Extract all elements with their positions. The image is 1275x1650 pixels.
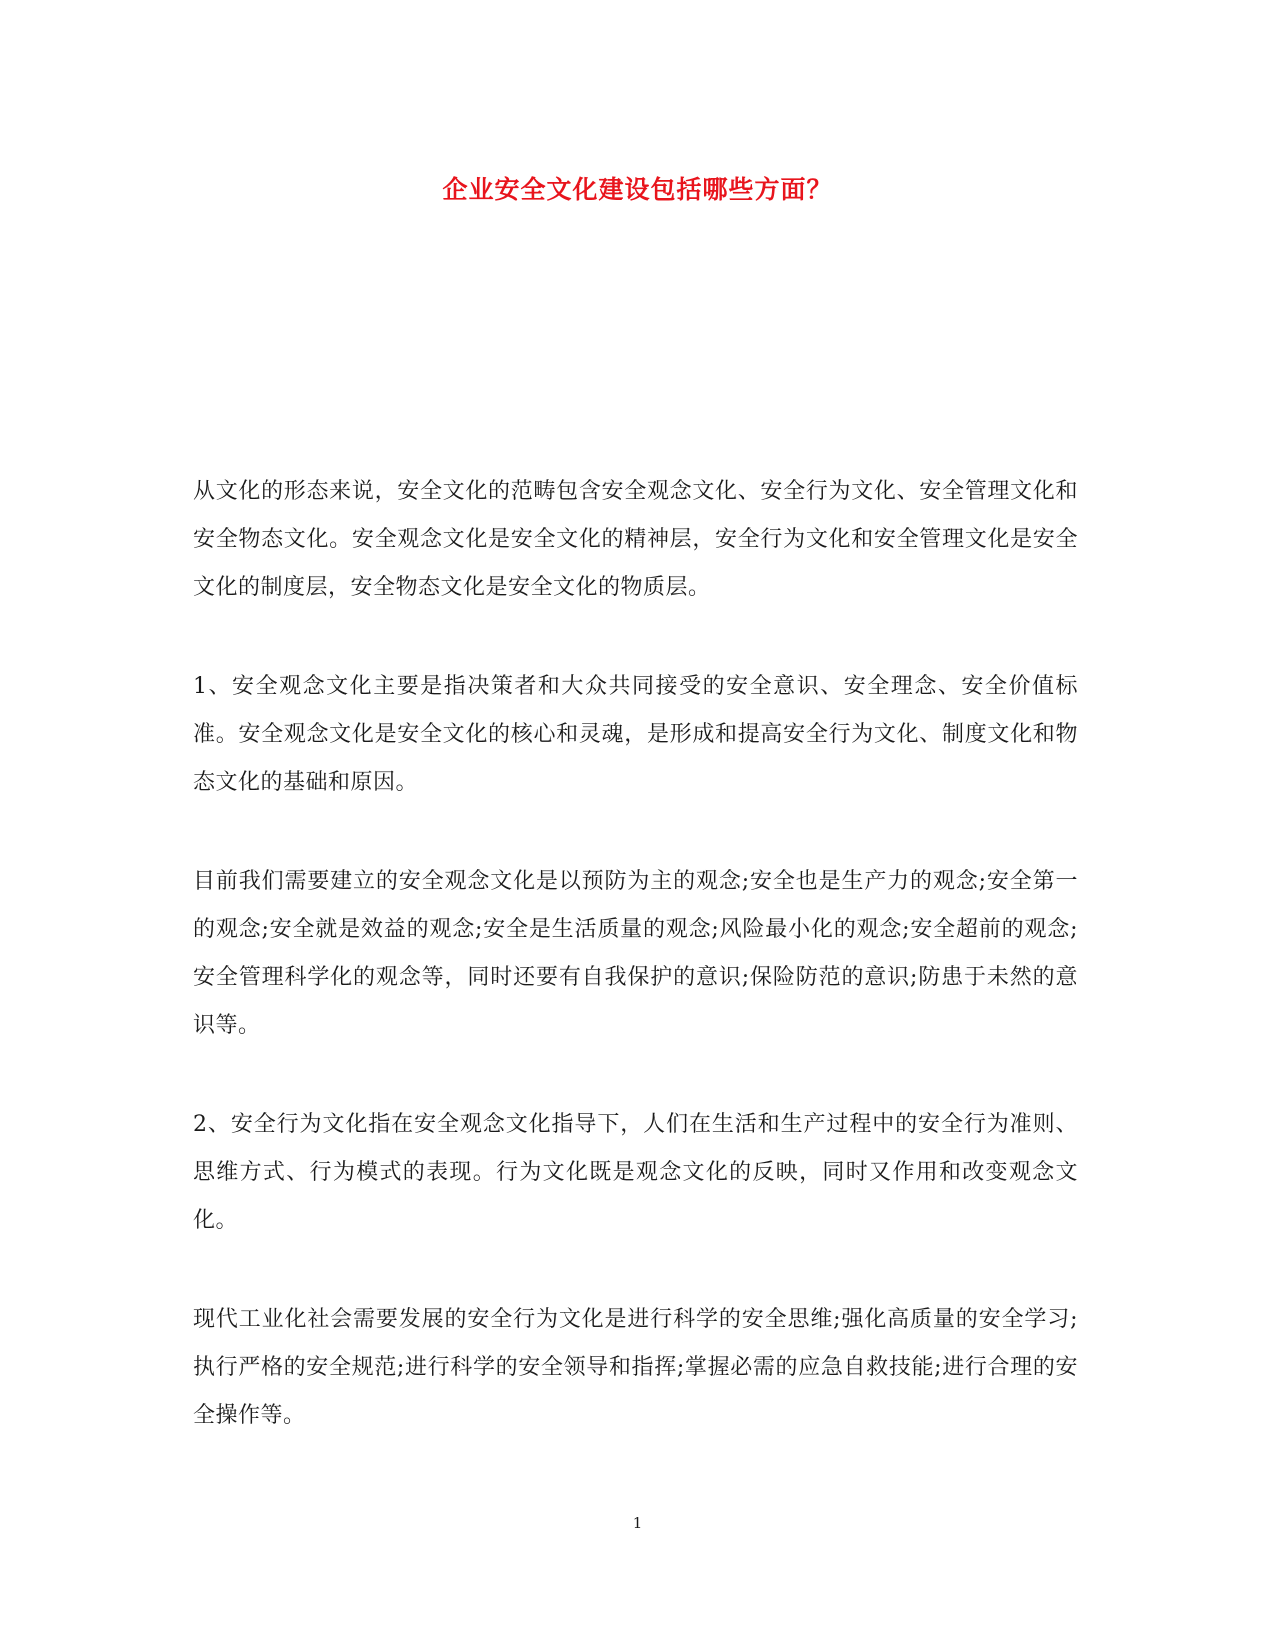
paragraph-intro: 从文化的形态来说，安全文化的范畴包含安全观念文化、安全行为文化、安全管理文化和安全物态文化。安全观念文化是安全文化的精神层，安全行为文化和安全管理文化是安全文化的制度层，安全物态文化是安全文化的物质层。: [193, 479, 1078, 600]
paragraph-behavior-culture: 2、安全行为文化指在安全观念文化指导下，人们在生活和生产过程中的安全行为准则、思维方式、行为模式的表现。行为文化既是观念文化的反映，同时又作用和改变观念文化。: [193, 1112, 1078, 1233]
paragraph-concept-culture: 1、安全观念文化主要是指决策者和大众共同接受的安全意识、安全理念、安全价值标准。安全观念文化是安全文化的核心和灵魂，是形成和提高安全行为文化、制度文化和物态文化的基础和原因。: [193, 674, 1078, 795]
page-number: 1: [632, 1514, 643, 1532]
paragraph-behavior-list: 现代工业化社会需要发展的安全行为文化是进行科学的安全思维;强化高质量的安全学习;执行严格的安全规范;进行科学的安全领导和指挥;掌握必需的应急自救技能;进行合理的安全操作等。: [193, 1307, 1078, 1428]
paragraph-concept-list: 目前我们需要建立的安全观念文化是以预防为主的观念;安全也是生产力的观念;安全第一的观念;安全就是效益的观念;安全是生活质量的观念;风险最小化的观念;安全超前的观念;安全管理科学化的观念等，同时还要有自我保护的意识;保险防范的意识;防患于未然的意识等。: [193, 869, 1078, 1038]
document-title: 企业安全文化建设包括哪些方面？: [442, 175, 833, 204]
